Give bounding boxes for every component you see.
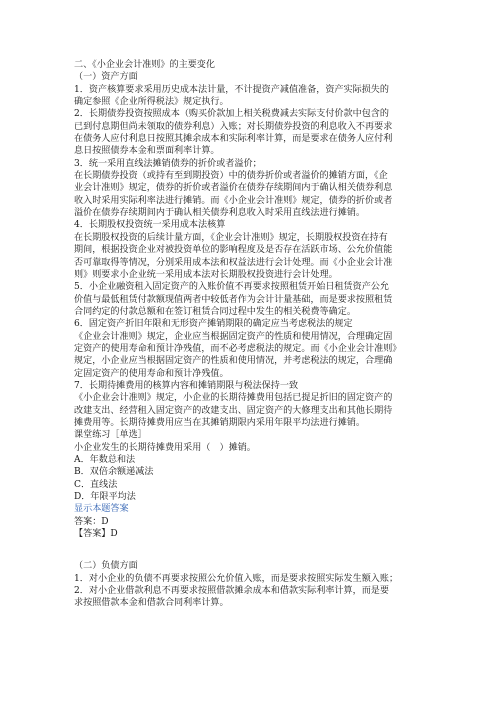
answer-block — [74, 516, 462, 541]
text-line: 在长期股权投资的后续计量方面，《企业会计准则》规定，长期股权投资在持有 — [74, 232, 388, 243]
text-line: 6．固定资产折旧年限和无形资产摊销期限的确定应当考虑税法的规定 — [74, 319, 353, 330]
text-line: 小企业发生的长期待摊费用采用（ ）摊销。 — [74, 442, 256, 453]
text-line: 2．对小企业借款利息不再要求按照借款摊余成本和借款实际利率计算，而是要 — [74, 586, 389, 597]
text-line: 价值与最低租赁付款额现值两者中较低者作为会计计量基础，而是要求按照租赁 — [74, 294, 393, 305]
paragraph-gap — [74, 540, 462, 560]
text-line: 已到付息期但尚未领取的债券利息）入账；对长期债券投资的利息收入不再要求 — [74, 121, 393, 132]
text-line: 规定，小企业应当根据固定资产的性质和使用情况，并考虑税法的规定，合理确 — [74, 356, 393, 367]
text-line: 1．资产核算要求采用历史成本法计量，不计提资产减值准备，资产实际损失的 — [74, 84, 389, 95]
text-line: 定固定资产的使用寿命和预计净残值。 — [74, 368, 229, 379]
text-line: B．双倍余额递减法 — [74, 467, 154, 478]
text-line: 《小企业会计准则》规定，小企业的长期待摊费用包括已提足折旧的固定资产的 — [74, 393, 393, 404]
text-line: （一）资产方面 — [74, 72, 138, 83]
text-line: 溢价在债券存续期间内于确认相关债券利息收入时采用直线法进行摊销。 — [74, 208, 366, 219]
section-assets — [74, 59, 462, 503]
text-line: 否可靠取得等情况，分别采用成本法和权益法进行会计处理。而《小企业会计准 — [74, 257, 393, 268]
text-line: 7．长期待摊费用的核算内容和摊销期限与税法保持一致 — [74, 380, 299, 391]
text-line: 确定参照《企业所得税法》规定执行。 — [74, 97, 229, 108]
text-line: 息日按照债券本金和票面利率计算。 — [74, 146, 220, 157]
text-line: 《企业会计准则》规定，企业应当根据固定资产的性质和使用情况，合理确定固 — [74, 331, 393, 342]
text-line: 定资产的使用寿命和预计净残值，而不必考虑税法的规定。而《小企业会计准则》 — [74, 343, 402, 354]
text-line: 在债务人应付利息日按照其摊余成本和实际利率计算，而是要求在债务人应付利 — [74, 134, 393, 145]
text-line: 二、《小企业会计准则》的主要变化 — [74, 60, 215, 70]
text-line: 收入时采用实际利率法进行摊销。而《小企业会计准则》规定，债券的折价或者 — [74, 195, 393, 206]
answer-line: 【答案】D — [74, 529, 118, 540]
text-line: 求按照借款本金和借款合同利率计算。 — [74, 598, 229, 609]
text-line: 5．小企业融资租入固定资产的入账价值不再要求按照租赁开始日租赁资产公允 — [74, 282, 389, 293]
text-line: 业会计准则》规定，债券的折价或者溢价在债券存续期间内于确认相关债券利息 — [74, 183, 393, 194]
text-line: 在长期债券投资（或持有至到期投资）中的债券折价或者溢价的摊销方面，《企 — [74, 171, 388, 182]
text-line: D．年限平均法 — [74, 492, 136, 503]
answer-line: 答案：D — [74, 516, 109, 527]
text-line: 合同约定的付款总额和在签订租赁合同过程中发生的相关税费等确定。 — [74, 306, 356, 317]
text-line: 4．长期股权投资统一采用成本法核算 — [74, 220, 226, 231]
text-line: 改建支出、经营租入固定资产的改建支出、固定资产的大修理支出和其他长期待 — [74, 405, 393, 416]
text-line: 课堂练习［单选］ — [74, 430, 147, 441]
text-line: 期间，根据投资企业对被投资单位的影响程度及是否存在活跃市场、公允价值能 — [74, 245, 393, 256]
text-line: （二）负债方面 — [74, 561, 138, 572]
section-liabilities — [74, 560, 462, 609]
text-line: 则》则要求小企业统一采用成本法对长期股权投资进行会计处理。 — [74, 269, 338, 280]
show-answer-link[interactable]: 显示本题答案 — [74, 504, 129, 515]
text-line: 2．长期债券投资按照成本（购买价款加上相关税费减去实际支付价款中包含的 — [74, 109, 389, 120]
text-line: 3．统一采用直线法摊销债券的折价或者溢价； — [74, 158, 262, 169]
text-line: C．直线法 — [74, 479, 118, 490]
document-body — [74, 59, 462, 610]
text-line: 1．对小企业的负债不再要求按照公允价值入账，而是要求按照实际发生额入账； — [74, 573, 399, 584]
text-line: A．年数总和法 — [74, 455, 136, 465]
text-line: 摊费用等。长期待摊费用应当在其摊销期限内采用年限平均法进行摊销。 — [74, 417, 366, 428]
